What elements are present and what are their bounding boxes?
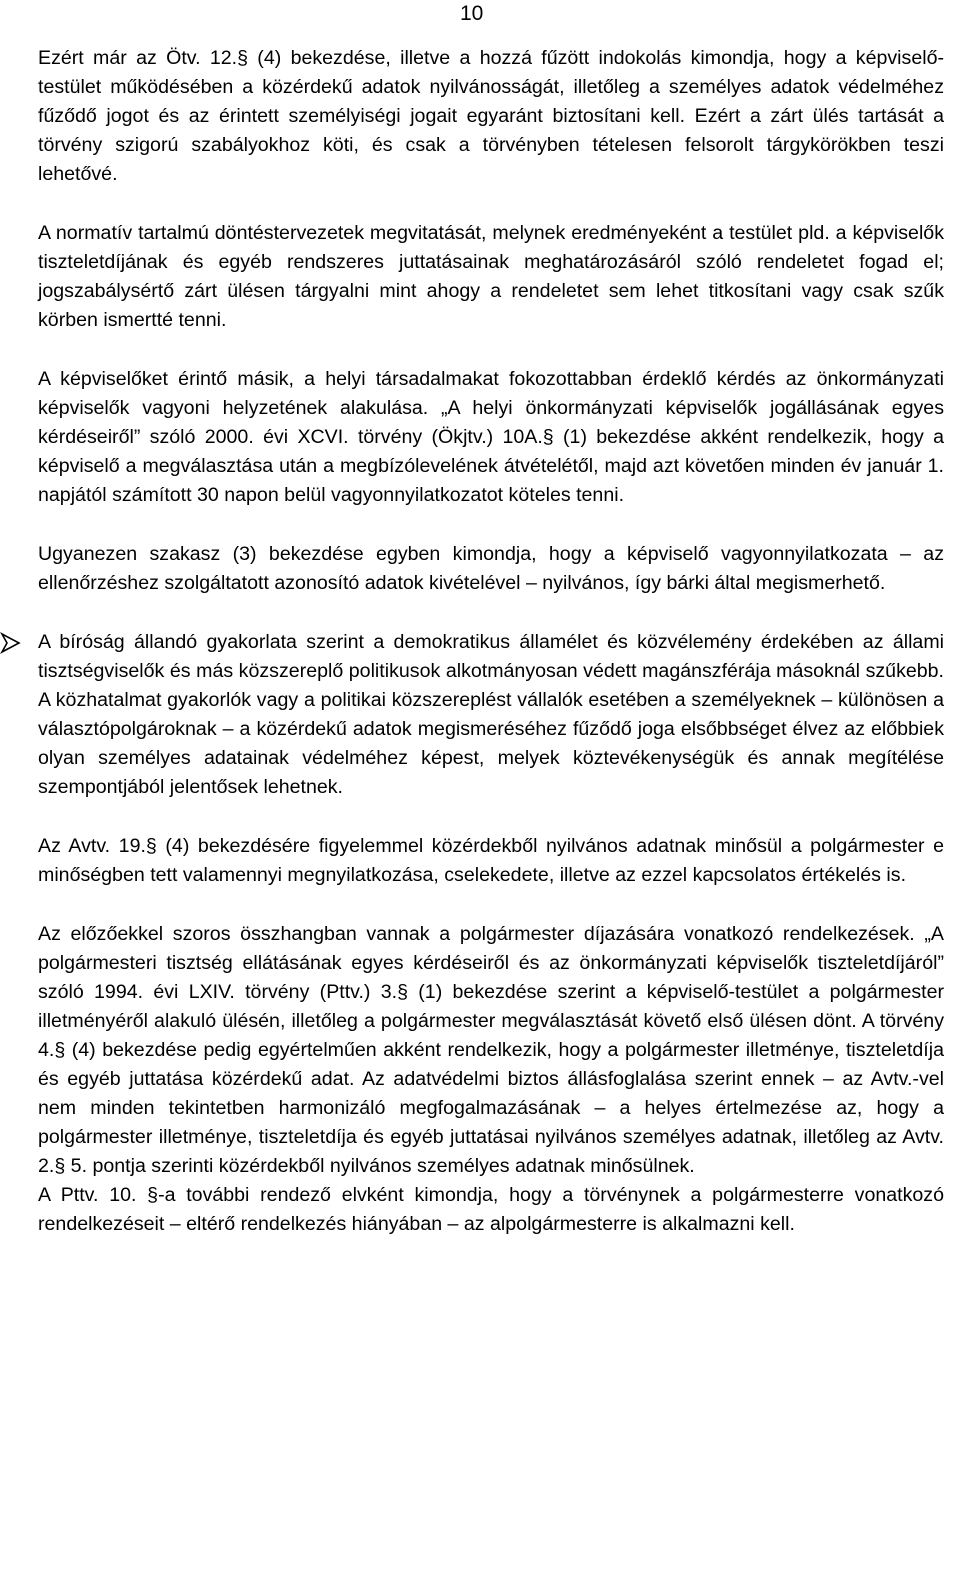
bullet-text: A bíróság állandó gyakorlata szerint a demokratikus államélet és közvélemény érdekében az állami tisztségviselők és más közszereplő politikusok alkotmányosan védett magánszférája másoknál szűkebb. A közhatalmat gyakorlók vagy a politikai közszereplést vállalók esetében a személyeknek – különösen a választópolgároknak – a közérdekű adatok megismeréséhez fűződő joga elsőbbséget élvez az előbbiek olyan személyes adatainak védelméhez képest, melyek köztevékenységük és annak megítélése szempontjából jelentősek lehetnek. [38, 631, 944, 798]
paragraph-normativ-dontesek: A normatív tartalmú döntéstervezetek megvitatását, melynek eredményeként a testület pld. a képviselők tiszteletdíjának és egyéb rendszeres juttatásainak meghatározásáról szóló rendeletet fogad el; jogszabálysértő zárt ülésen tárgyalni mint ahogy a rendeletet sem lehet titkosítani vagy csak szűk körben ismertté tenni. [38, 222, 944, 331]
arrowhead-bullet-icon [0, 632, 22, 654]
bullet-item [38, 628, 944, 802]
page-number: 10 [460, 2, 484, 25]
paragraph-polgarmester-megnyilatkozas: Az Avtv. 19.§ (4) bekezdésére figyelemmel közérdekből nyilvános adatnak minősül a polgármester e minőségben tett valamennyi megnyilatkozása, cselekedete, illetve az ezzel kapcsolatos értékelés is. [38, 835, 944, 886]
paragraph-zart-ules: Ezért már az Ötv. 12.§ (4) bekezdése, illetve a hozzá fűzött indokolás kimondja, hogy a képviselő-testület működésében a közérdekű adatok nyilvánosságát, illetőleg a személyes adatok védelméhez fűződő jogot és az érintett személyiségi jogait egyaránt biztosítani kell. Ezért a zárt ülés tartását a törvény szigorú szabályokhoz köti, és csak a törvényben tételesen felsorolt tárgykörökben teszi lehetővé. [38, 47, 944, 185]
paragraph-polgarmester-dijazas: Az előzőekkel szoros összhangban vannak a polgármester díjazására vonatkozó rendelkezések. „A polgármesteri tisztség ellátásának egyes kérdéseiről és az önkormányzati képviselők tiszteletdíjáról” szóló 1994. évi LXIV. törvény (Pttv.) 3.§ (1) bekezdése szerint a képviselő-testület a polgármester illetményéről alakuló ülésén, illetőleg a polgármester megválasztását követő első ülésen dönt. A törvény 4.§ (4) bekezdése pedig egyértelműen akként rendelkezik, hogy a polgármester illetménye, tiszteletdíja és egyéb juttatása közérdekű adat. Az adatvédelmi biztos állásfoglalása szerint ennek – az Avtv.-vel nem minden tekintetben harmonizáló megfogalmazásának – a helyes értelmezése az, hogy a polgármester illetménye, tiszteletdíja és egyéb juttatásai nyilvános személyes adatnak, illetőleg az Avtv. 2.§ 5. pontja szerinti közérdekből nyilvános személyes adatnak minősülnek. [38, 923, 944, 1177]
paragraph-vagyonnyilatkozat: A képviselőket érintő másik, a helyi társadalmakat fokozottabban érdeklő kérdés az önkormányzati képviselők vagyoni helyzetének alakulása. „A helyi önkormányzati képviselők jogállásának egyes kérdéseiről” szóló 2000. évi XCVI. törvény (Ökjtv.) 10A.§ (1) bekezdése akként rendelkezik, hogy a képviselő a megválasztása után a megbízólevelének átvételétől, majd azt követően minden év január 1. napjától számított 30 napon belül vagyonnyilatkozatot köteles tenni. [38, 368, 944, 506]
paragraph-alpolgarmester: A Pttv. 10. §-a további rendező elvként kimondja, hogy a törvénynek a polgármesterre vonatkozó rendelkezéseit – eltérő rendelkezés hiányában – az alpolgármesterre is alkalmazni kell. [38, 1184, 944, 1235]
document-body [38, 44, 944, 1239]
paragraph-nyilvanossag: Ugyanezen szakasz (3) bekezdése egyben kimondja, hogy a képviselő vagyonnyilatkozata – az ellenőrzéshez szolgáltatott azonosító adatok kivételével – nyilvános, így bárki által megismerhető. [38, 543, 944, 594]
